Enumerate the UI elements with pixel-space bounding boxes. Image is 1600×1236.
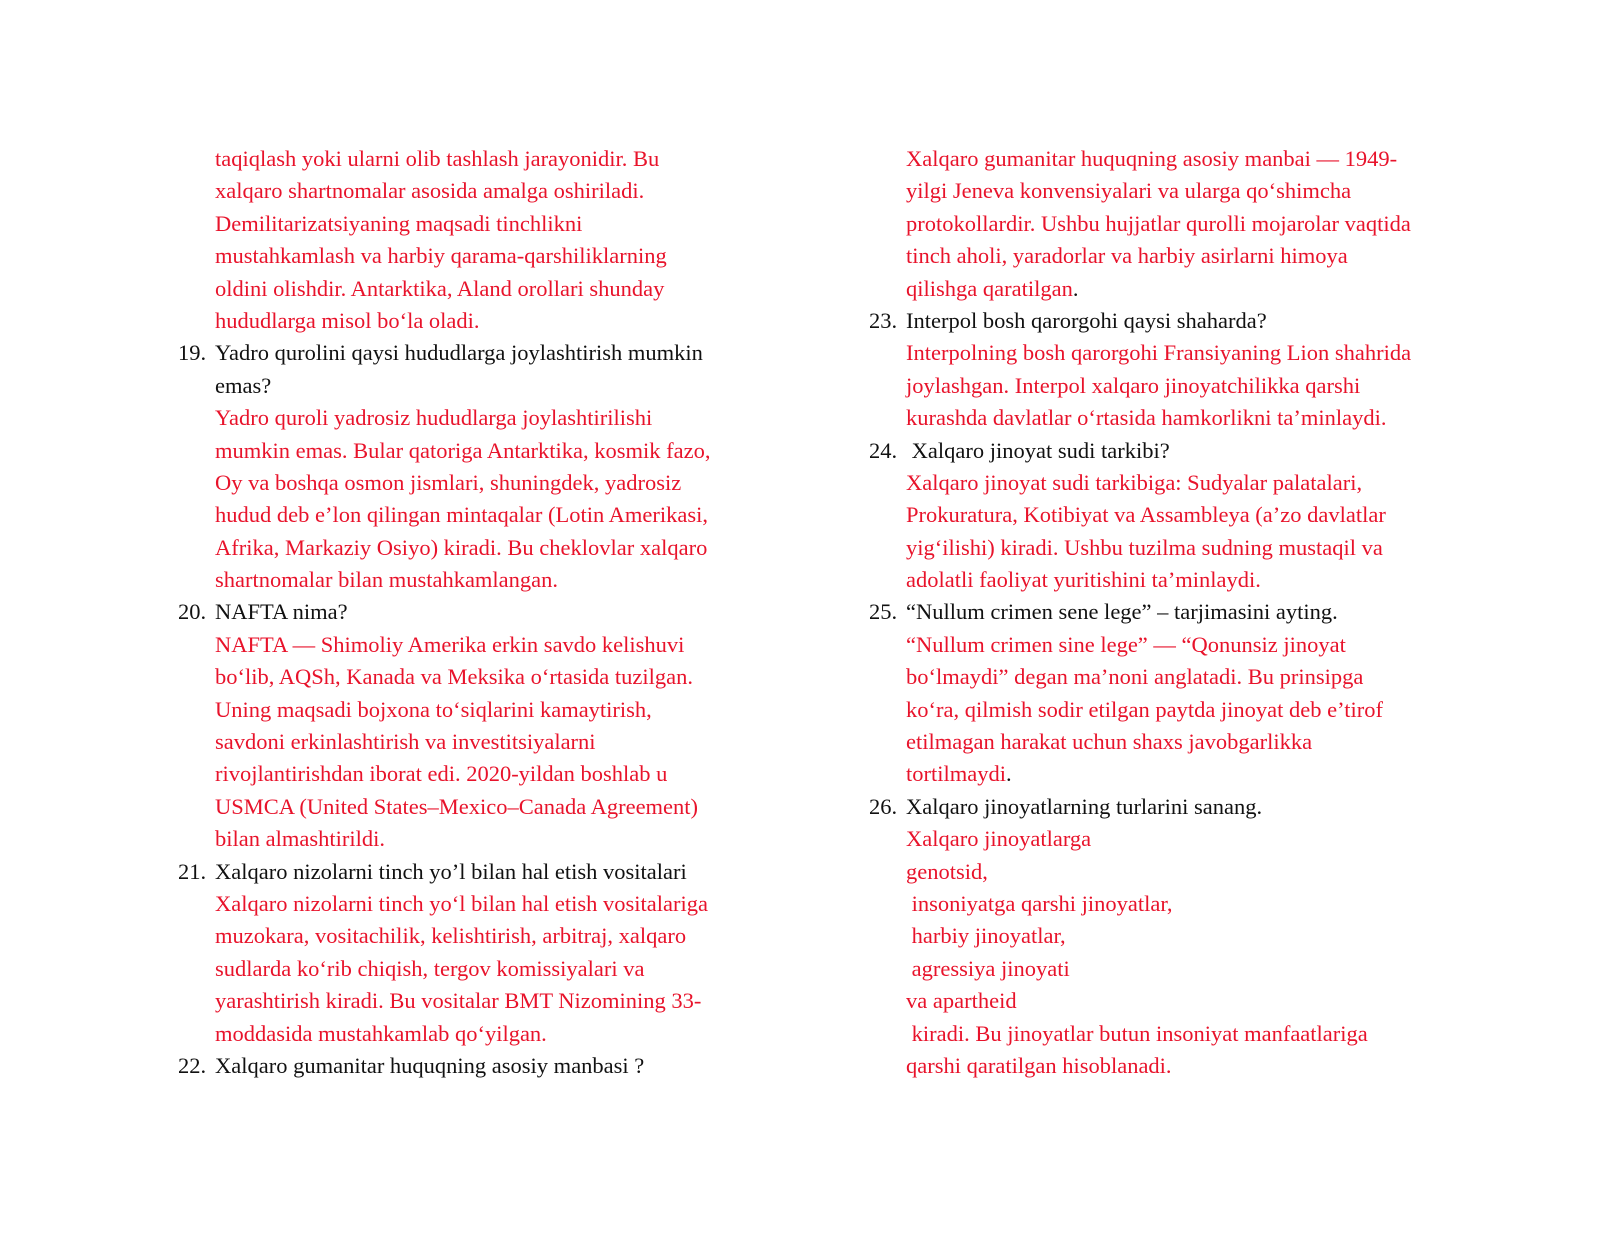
answer-line: Demilitarizatsiyaning maqsadi tinchlikni [215,210,583,236]
answer-line: “Nullum crimen sine lege” — “Qonunsiz jinoyat [906,631,1346,657]
left-column [178,143,758,1082]
question-item-20 [178,596,758,855]
answer-line: Uning maqsadi bojxona to‘siqlarini kamaytirish, [215,696,652,722]
question-item-22 [178,1050,758,1082]
answer-line: bo‘lmaydi” degan ma’noni anglatadi. Bu prinsipga [906,664,1364,690]
question-text: 19. Yadro qurolini qaysi hududlarga joylashtirish mumkin [178,337,758,369]
answer-line: Prokuratura, Kotibiyat va Assambleya (a’zo davlatlar [906,502,1386,528]
answer-line: Xalqaro nizolarni tinch yo‘l bilan hal etish vositalariga [215,890,708,916]
answer-line: harbiy jinoyatlar, [906,923,1066,949]
answer-line: muzokara, vositachilik, kelishtirish, arbitraj, xalqaro [215,923,687,949]
question-number: 22. [178,1052,207,1078]
answer-line: insoniyatga qarshi jinoyatlar, [906,890,1173,916]
question-item-23 [869,305,1469,435]
answer-line: joylashgan. Interpol xalqaro jinoyatchilikka qarshi [906,372,1361,398]
question-number: 21. [178,858,207,884]
question-item-19 [178,337,758,596]
answer-18-continuation [178,143,758,337]
question-number: 25. [869,599,898,625]
answer-line: tortilmaydi. [906,761,1012,787]
right-column [869,143,1469,1082]
answer-line: Afrika, Markaziy Osiyo) kiradi. Bu cheklovlar xalqaro [215,534,708,560]
answer-line: Interpolning bosh qarorgohi Fransiyaning Lion shahrida [906,340,1412,366]
answer-line: taqiqlash yoki ularni olib tashlash jarayonidir. Bu [215,146,660,171]
answer-line: hududlarga misol bo‘la oladi. [215,307,480,333]
answer-line: va apartheid [906,988,1017,1014]
answer-line: savdoni erkinlashtirish va investitsiyalarni [215,729,596,755]
answer-line: genotsid, [906,858,988,884]
answer-line: ko‘ra, qilmish sodir etilgan paytda jinoyat deb e’tirof [906,696,1383,722]
answer-line: Xalqaro jinoyat sudi tarkibiga: Sudyalar palatalari, [906,469,1363,495]
answer-line: kiradi. Bu jinoyatlar butun insoniyat manfaatlariga [906,1020,1368,1046]
answer-line: etilmagan harakat uchun shaxs javobgarlikka [906,729,1313,755]
question-text: 23. Interpol bosh qarorgohi qaysi shaharda? [869,305,1469,337]
answer-line: bo‘lib, AQSh, Kanada va Meksika o‘rtasida tuzilgan. [215,664,694,690]
answer-line: oldini olishdir. Antarktika, Aland orollari shunday [215,275,665,301]
answer-line: Xalqaro gumanitar huquqning asosiy manbai — 1949- [906,146,1398,171]
answer-line: yig‘ilishi) kiradi. Ushbu tuzilma sudning mustaqil va [906,534,1383,560]
question-number: 23. [869,307,898,333]
question-item-21 [178,856,758,1050]
answer-line: Yadro quroli yadrosiz hududlarga joylashtirilishi [215,405,653,431]
answer-line: yilgi Jeneva konvensiyalari va ularga qo‘shimcha [906,178,1352,204]
answer-line: protokollardir. Ushbu hujjatlar qurolli mojarolar vaqtida [906,210,1411,236]
answer-line: hudud deb e’lon qilingan mintaqalar (Lotin Amerikasi, [215,502,709,528]
answer-line: shartnomalar bilan mustahkamlangan. [215,567,559,593]
answer-line: mumkin emas. Bular qatoriga Antarktika, kosmik fazo, [215,437,711,463]
answer-line: mustahkamlash va harbiy qarama-qarshiliklarning [215,243,667,269]
answer-line: agressiya jinoyati [906,955,1070,981]
answer-line: USMCA (United States–Mexico–Canada Agreement) [215,793,699,819]
answer-line: moddasida mustahkamlab qo‘yilgan. [215,1020,547,1046]
answer-line: qarshi qaratilgan hisoblanadi. [906,1052,1172,1078]
question-item-25 [869,596,1469,790]
question-text: 24. Xalqaro jinoyat sudi tarkibi? [869,435,1469,467]
answer-line: Oy va boshqa osmon jismlari, shuningdek, yadrosiz [215,469,682,495]
answer-line: qilishga qaratilgan. [906,275,1079,301]
question-number: 24. [869,437,898,463]
answer-line: Xalqaro jinoyatlarga [906,826,1092,852]
answer-line: bilan almashtirildi. [215,826,385,852]
question-text: emas? [215,372,272,398]
question-number: 26. [869,793,898,819]
answer-line: NAFTA — Shimoliy Amerika erkin savdo kelishuvi [215,631,685,657]
question-number: 19. [178,340,207,366]
answer-line: xalqaro shartnomalar asosida amalga oshiriladi. [215,178,645,204]
question-text: 21. Xalqaro nizolarni tinch yo’l bilan hal etish vositalari [178,856,758,888]
question-text: 20. NAFTA nima? [178,596,758,628]
answer-line: yarashtirish kiradi. Bu vositalar BMT Nizomining 33- [215,988,702,1014]
question-text: 22. Xalqaro gumanitar huquqning asosiy manbasi ? [178,1050,758,1082]
question-item-24 [869,435,1469,597]
question-text: 26. Xalqaro jinoyatlarning turlarini sanang. [869,791,1469,823]
question-item-26 [869,791,1469,1083]
answer-line: kurashda davlatlar o‘rtasida hamkorlikni ta’minlaydi. [906,405,1387,431]
question-text: 25. “Nullum crimen sene lege” – tarjimasini ayting. [869,596,1469,628]
question-number: 20. [178,599,207,625]
answer-22-continuation [869,143,1469,305]
answer-line: adolatli faoliyat yuritishini ta’minlaydi. [906,567,1261,593]
answer-line: rivojlantirishdan iborat edi. 2020-yildan boshlab u [215,761,668,787]
answer-line: sudlarda ko‘rib chiqish, tergov komissiyalari va [215,955,645,981]
answer-line: tinch aholi, yaradorlar va harbiy asirlarni himoya [906,243,1348,269]
